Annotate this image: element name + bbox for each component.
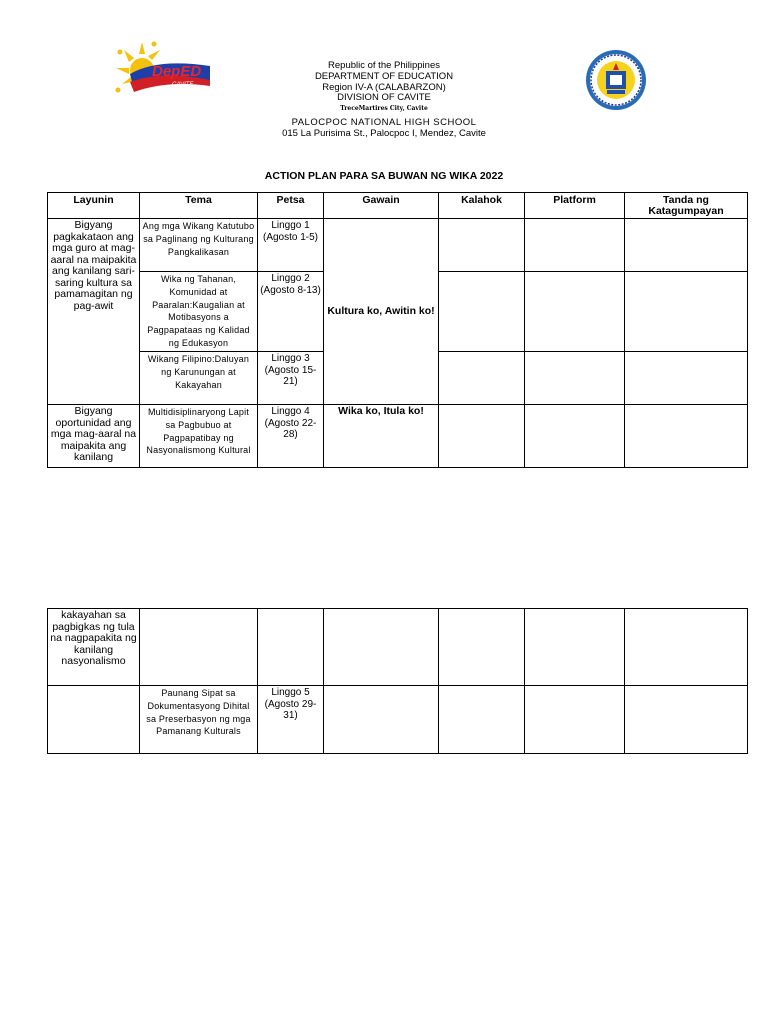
tema-cell: Ang mga Wikang Katutubo sa Paglinang ng Kulturang Pangkalikasan: [140, 219, 258, 272]
petsa-cell: Linggo 1 (Agosto 1-5): [258, 219, 324, 272]
header-region: Region IV-A (CALABARZON): [322, 82, 446, 93]
kalahok-cell: [439, 609, 525, 686]
header-school-name: PALOCPOC NATIONAL HIGH SCHOOL: [291, 117, 477, 128]
layunin-cell: [48, 686, 140, 754]
header-republic: Republic of the Philippines: [328, 60, 440, 71]
header-department: DEPARTMENT OF EDUCATION: [314, 71, 454, 82]
header-platform: Platform: [525, 193, 625, 219]
petsa-cell: Linggo 2 (Agosto 8-13): [258, 272, 324, 352]
svg-text:DepED: DepED: [152, 63, 202, 80]
tanda-cell: [625, 272, 748, 352]
header-city: TreceMartires City, Cavite: [340, 105, 428, 112]
tanda-cell: [625, 352, 748, 405]
tema-cell: Multidisiplinaryong Lapit sa Pagbubuo at Pagpapatibay ng Nasyonalismong Kultural: [140, 405, 258, 468]
header-gawain: Gawain: [324, 193, 439, 219]
kalahok-cell: [439, 219, 525, 272]
header-layunin: Layunin: [48, 193, 140, 219]
layunin-cell: Bigyang pagkakataon ang mga guro at mag-aaral na maipakita ang kanilang sari-saring kultura sa pamamagitan ng pag-awit: [48, 219, 140, 405]
kalahok-cell: [439, 405, 525, 468]
kalahok-cell: [439, 686, 525, 754]
header-school-address: 015 La Purisima St., Palocpoc I, Mendez, Cavite: [282, 128, 486, 139]
header-petsa: Petsa: [258, 193, 324, 219]
platform-cell: [525, 352, 625, 405]
tanda-cell: [625, 686, 748, 754]
header-division: DIVISION OF CAVITE: [337, 92, 431, 103]
gawain-cell: [324, 609, 439, 686]
platform-cell: [525, 219, 625, 272]
petsa-cell: Linggo 5 (Agosto 29-31): [258, 686, 324, 754]
table-row: [48, 686, 748, 754]
gawain-cell: Kultura ko, Awitin ko!: [324, 219, 439, 405]
table-header-row: [48, 193, 748, 219]
platform-cell: [525, 686, 625, 754]
gawain-cell: Wika ko, Itula ko!: [324, 405, 439, 468]
header-tema: Tema: [140, 193, 258, 219]
tema-cell: Paunang Sipat sa Dokumentasyong Dihital sa Preserbasyon ng mga Pamanang Kulturals: [140, 686, 258, 754]
tanda-cell: [625, 219, 748, 272]
platform-cell: [525, 272, 625, 352]
layunin-cell: Bigyang oportunidad ang mga mag-aaral na maipakita ang kanilang: [48, 405, 140, 468]
action-plan-table-continued: [47, 608, 748, 754]
document-title: ACTION PLAN PARA SA BUWAN NG WIKA 2022: [264, 170, 504, 182]
petsa-cell: Linggo 4 (Agosto 22-28): [258, 405, 324, 468]
gawain-cell: [324, 686, 439, 754]
svg-text:CAVITE: CAVITE: [172, 82, 194, 88]
petsa-cell: [258, 609, 324, 686]
table-row: [48, 405, 748, 468]
table-row: [48, 219, 748, 272]
tema-cell: Wikang Filipino:Daluyan ng Karunungan at Kakayahan: [140, 352, 258, 405]
tema-cell: [140, 609, 258, 686]
petsa-cell: Linggo 3 (Agosto 15-21): [258, 352, 324, 405]
kalahok-cell: [439, 352, 525, 405]
platform-cell: [525, 405, 625, 468]
layunin-cell: kakayahan sa pagbigkas ng tula na nagpapakita ng kanilang nasyonalismo: [48, 609, 140, 686]
tanda-cell: [625, 609, 748, 686]
tanda-cell: [625, 405, 748, 468]
header-tanda: Tanda ng Katagumpayan: [625, 193, 748, 219]
platform-cell: [525, 609, 625, 686]
tema-cell: Wika ng Tahanan, Komunidad at Paaralan:Kaugalian at Motibasyons a Pagpapataas ng Kalidad ng Edukasyon: [140, 272, 258, 352]
action-plan-table: [47, 192, 748, 468]
header-kalahok: Kalahok: [439, 193, 525, 219]
kalahok-cell: [439, 272, 525, 352]
table-row: [48, 609, 748, 686]
